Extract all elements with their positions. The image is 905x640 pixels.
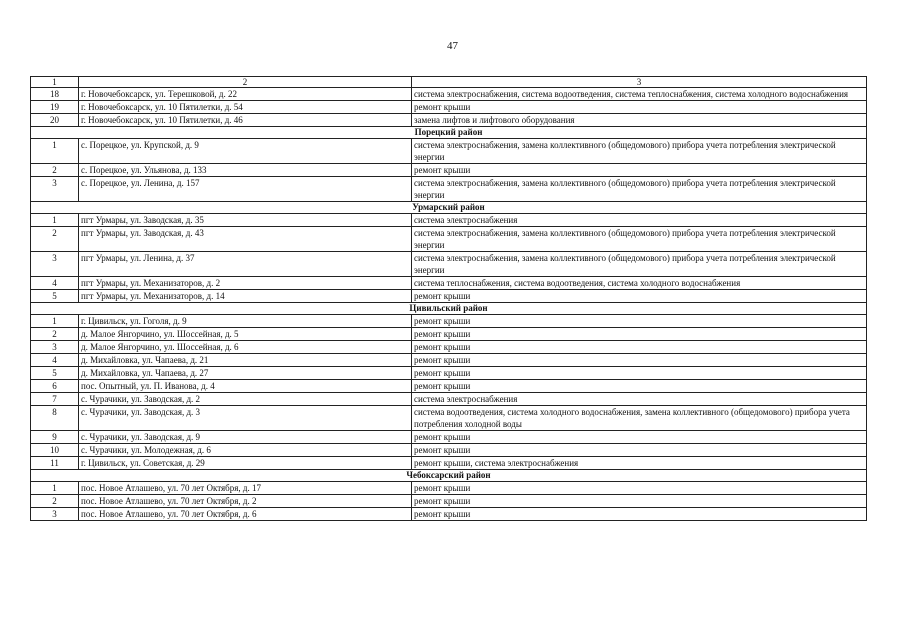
row-address: пгт Урмары, ул. Механизаторов, д. 2 — [79, 277, 412, 290]
row-address: с. Чурачики, ул. Заводская, д. 2 — [79, 393, 412, 406]
row-number: 3 — [31, 252, 79, 277]
page-number: 47 — [447, 40, 458, 52]
row-work: ремонт крыши — [412, 508, 867, 521]
row-address: г. Цивильск, ул. Советская, д. 29 — [79, 457, 412, 470]
row-address: пгт Урмары, ул. Ленина, д. 37 — [79, 252, 412, 277]
section-header-row — [31, 127, 867, 139]
table-row — [31, 444, 867, 457]
header-col-3: 3 — [412, 77, 867, 88]
table-row — [31, 88, 867, 101]
row-address: пос. Опытный, ул. П. Иванова, д. 4 — [79, 380, 412, 393]
row-address: д. Михайловка, ул. Чапаева, д. 21 — [79, 354, 412, 367]
row-number: 1 — [31, 315, 79, 328]
section-title: Чебоксарский район — [31, 470, 867, 482]
table-row — [31, 227, 867, 252]
row-number: 1 — [31, 214, 79, 227]
row-address: пос. Новое Атлашево, ул. 70 лет Октября, д. 17 — [79, 482, 412, 495]
table-row — [31, 177, 867, 202]
row-work: ремонт крыши — [412, 164, 867, 177]
table-row — [31, 406, 867, 431]
table-row — [31, 214, 867, 227]
table-row — [31, 328, 867, 341]
table-row — [31, 393, 867, 406]
table-row — [31, 114, 867, 127]
table-row — [31, 380, 867, 393]
row-number: 18 — [31, 88, 79, 101]
row-work: ремонт крыши, система электроснабжения — [412, 457, 867, 470]
row-work: ремонт крыши — [412, 367, 867, 380]
header-col-1: 1 — [31, 77, 79, 88]
row-number: 19 — [31, 101, 79, 114]
row-number: 11 — [31, 457, 79, 470]
row-number: 3 — [31, 508, 79, 521]
row-work: ремонт крыши — [412, 101, 867, 114]
table-row — [31, 482, 867, 495]
row-number: 1 — [31, 139, 79, 164]
row-number: 4 — [31, 354, 79, 367]
table-row — [31, 341, 867, 354]
section-header-row — [31, 303, 867, 315]
row-work: ремонт крыши — [412, 290, 867, 303]
row-address: г. Новочебоксарск, ул. 10 Пятилетки, д. 46 — [79, 114, 412, 127]
table-row — [31, 101, 867, 114]
row-work: система электроснабжения, система водоотведения, система теплоснабжения, система холодного водоснабжения — [412, 88, 867, 101]
row-address: пгт Урмары, ул. Заводская, д. 35 — [79, 214, 412, 227]
row-number: 7 — [31, 393, 79, 406]
row-address: г. Новочебоксарск, ул. Терешковой, д. 22 — [79, 88, 412, 101]
row-address: д. Малое Янгорчино, ул. Шоссейная, д. 6 — [79, 341, 412, 354]
row-number: 8 — [31, 406, 79, 431]
row-number: 20 — [31, 114, 79, 127]
section-header-row — [31, 202, 867, 214]
row-work: ремонт крыши — [412, 482, 867, 495]
table-row — [31, 164, 867, 177]
row-number: 3 — [31, 177, 79, 202]
row-number: 9 — [31, 431, 79, 444]
row-address: пос. Новое Атлашево, ул. 70 лет Октября, д. 2 — [79, 495, 412, 508]
row-work: ремонт крыши — [412, 431, 867, 444]
row-address: г. Цивильск, ул. Гоголя, д. 9 — [79, 315, 412, 328]
section-title: Порецкий район — [31, 127, 867, 139]
row-number: 1 — [31, 482, 79, 495]
table-row — [31, 367, 867, 380]
row-address: с. Порецкое, ул. Крупской, д. 9 — [79, 139, 412, 164]
header-col-2: 2 — [79, 77, 412, 88]
table-header-row — [31, 77, 867, 88]
row-address: г. Новочебоксарск, ул. 10 Пятилетки, д. 54 — [79, 101, 412, 114]
section-header-row — [31, 470, 867, 482]
row-work: ремонт крыши — [412, 354, 867, 367]
row-address: пгт Урмары, ул. Механизаторов, д. 14 — [79, 290, 412, 303]
row-work: замена лифтов и лифтового оборудования — [412, 114, 867, 127]
row-number: 3 — [31, 341, 79, 354]
table-body — [31, 77, 867, 521]
row-work: система электроснабжения — [412, 393, 867, 406]
row-address: пос. Новое Атлашево, ул. 70 лет Октября, д. 6 — [79, 508, 412, 521]
row-work: система электроснабжения — [412, 214, 867, 227]
row-work: система водоотведения, система холодного водоснабжения, замена коллективного (общедомового) прибора учета потребления холодной воды — [412, 406, 867, 431]
row-work: ремонт крыши — [412, 495, 867, 508]
section-title: Урмарский район — [31, 202, 867, 214]
row-address: с. Порецкое, ул. Ленина, д. 157 — [79, 177, 412, 202]
row-number: 2 — [31, 164, 79, 177]
table-row — [31, 290, 867, 303]
table-row — [31, 277, 867, 290]
table-row — [31, 508, 867, 521]
row-work: система электроснабжения, замена коллективного (общедомового) прибора учета потребления электрической энергии — [412, 139, 867, 164]
row-work: система электроснабжения, замена коллективного (общедомового) прибора учета потребления электрической энергии — [412, 252, 867, 277]
table-row — [31, 354, 867, 367]
row-number: 6 — [31, 380, 79, 393]
row-work: ремонт крыши — [412, 328, 867, 341]
row-number: 4 — [31, 277, 79, 290]
table-row — [31, 139, 867, 164]
row-address: д. Малое Янгорчино, ул. Шоссейная, д. 5 — [79, 328, 412, 341]
row-address: с. Чурачики, ул. Заводская, д. 3 — [79, 406, 412, 431]
row-work: ремонт крыши — [412, 341, 867, 354]
row-number: 2 — [31, 328, 79, 341]
row-number: 10 — [31, 444, 79, 457]
row-work: ремонт крыши — [412, 444, 867, 457]
row-work: система теплоснабжения, система водоотведения, система холодного водоснабжения — [412, 277, 867, 290]
repair-table — [30, 76, 867, 521]
section-title: Цивильский район — [31, 303, 867, 315]
row-address: с. Чурачики, ул. Молодежная, д. 6 — [79, 444, 412, 457]
row-address: с. Порецкое, ул. Ульянова, д. 133 — [79, 164, 412, 177]
table-row — [31, 495, 867, 508]
table-row — [31, 431, 867, 444]
row-work: система электроснабжения, замена коллективного (общедомового) прибора учета потребления электрической энергии — [412, 177, 867, 202]
row-number: 5 — [31, 367, 79, 380]
row-work: ремонт крыши — [412, 315, 867, 328]
row-number: 5 — [31, 290, 79, 303]
row-number: 2 — [31, 495, 79, 508]
row-work: система электроснабжения, замена коллективного (общедомового) прибора учета потребления электрической энергии — [412, 227, 867, 252]
table-row — [31, 252, 867, 277]
row-work: ремонт крыши — [412, 380, 867, 393]
table-row — [31, 315, 867, 328]
row-address: д. Михайловка, ул. Чапаева, д. 27 — [79, 367, 412, 380]
table-row — [31, 457, 867, 470]
row-number: 2 — [31, 227, 79, 252]
row-address: пгт Урмары, ул. Заводская, д. 43 — [79, 227, 412, 252]
row-address: с. Чурачики, ул. Заводская, д. 9 — [79, 431, 412, 444]
